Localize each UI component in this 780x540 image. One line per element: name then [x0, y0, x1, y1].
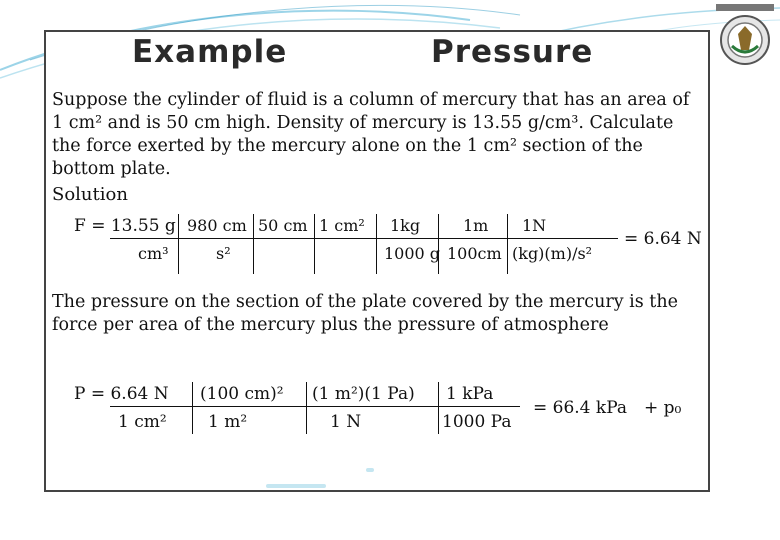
pressure-divider	[306, 382, 307, 434]
atmospheric-pressure-term: + p₀	[644, 398, 682, 418]
force-top-term: 1kg	[390, 216, 421, 235]
pressure-explanation: The pressure on the section of the plate covered by the mercury is the force per area of the mercury plus the pressure of atmosphere	[52, 292, 678, 335]
pressure-bottom-term: 1 m²	[208, 412, 248, 432]
pressure-divider	[192, 382, 193, 434]
slide-content-frame	[44, 30, 710, 492]
scan-artifact	[266, 484, 326, 488]
pressure-top-term: (100 cm)²	[200, 384, 284, 404]
force-bottom-term: 1000 g	[384, 244, 441, 263]
force-top-term: 50 cm	[258, 216, 308, 235]
university-logo-icon	[712, 2, 778, 68]
pressure-divider	[438, 382, 439, 434]
force-bottom-term: s²	[216, 244, 231, 263]
scan-artifact	[366, 468, 374, 472]
problem-statement: Suppose the cylinder of fluid is a column of mercury that has an area of 1 cm² and is 50 cm high. Density of mercury is 13.55 g/cm³. Calculate the force exerted by the mercury alone on the 1 cm² section of the bottom plate.	[52, 90, 690, 179]
force-top-term: 1 cm²	[319, 216, 365, 235]
pressure-bottom-term: 1000 Pa	[442, 412, 512, 432]
force-bottom-term: cm³	[138, 244, 169, 263]
force-top-term: 1N	[522, 216, 547, 235]
slide-title-pressure: Pressure	[431, 34, 594, 70]
pressure-lhs: P = 6.64 N	[74, 384, 169, 404]
force-top-term: 1m	[463, 216, 489, 235]
force-bottom-term: 100cm	[447, 244, 502, 263]
force-top-term: 980 cm	[187, 216, 247, 235]
pressure-top-term: (1 m²)(1 Pa)	[312, 384, 415, 404]
solution-label: Solution	[52, 184, 128, 205]
pressure-fraction-bar	[110, 406, 520, 407]
pressure-result: = 66.4 kPa	[533, 398, 628, 418]
force-lhs: F = 13.55 g	[74, 216, 176, 236]
pressure-calculation	[46, 32, 708, 452]
slide-title-example: Example	[132, 34, 288, 70]
pressure-top-term: 1 kPa	[446, 384, 494, 404]
force-bottom-term: (kg)(m)/s²	[512, 244, 593, 263]
force-result: = 6.64 N	[624, 229, 702, 249]
pressure-bottom-term: 1 cm²	[118, 412, 167, 432]
pressure-bottom-term: 1 N	[330, 412, 362, 432]
